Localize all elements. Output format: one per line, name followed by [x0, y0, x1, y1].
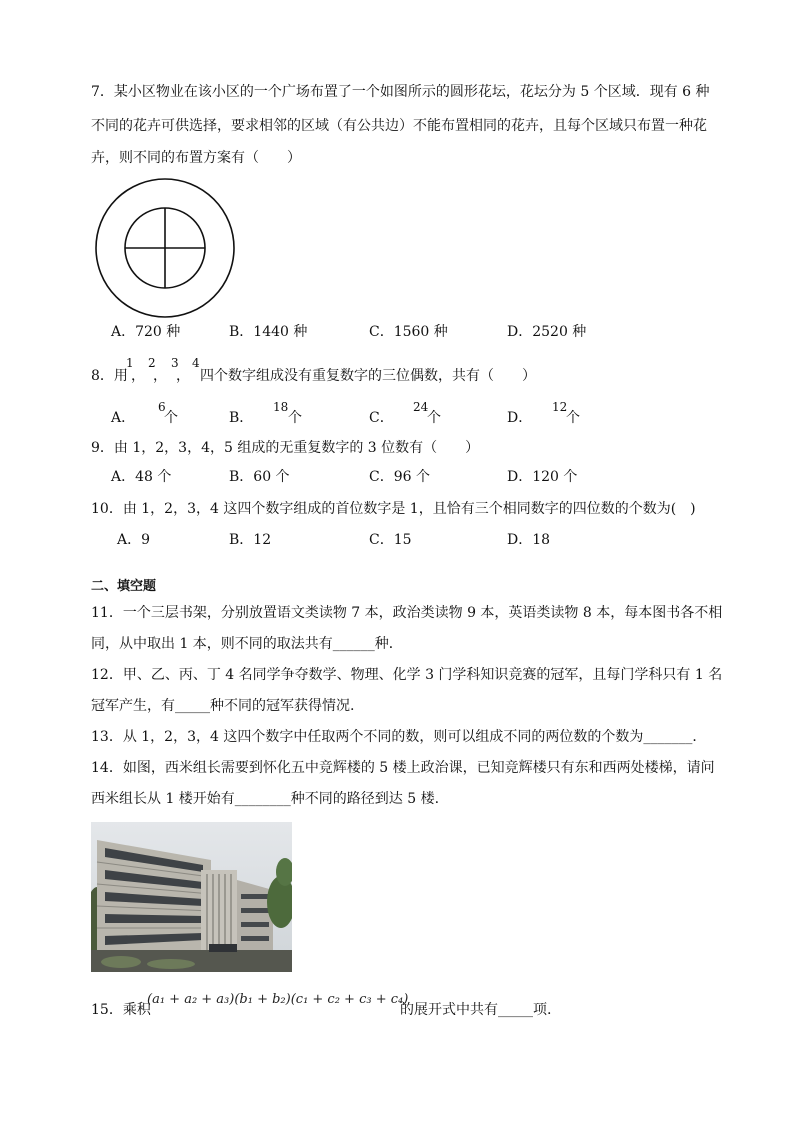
q10-option-c: C．15: [369, 532, 412, 548]
q10-text: 10．由 1，2，3，4 这四个数字组成的首位数字是 1，且恰有三个相同数字的四位数的个数为( ): [91, 501, 696, 517]
q12-line2: 冠军产生，有_____种不同的冠军获得情况.: [91, 698, 355, 714]
q7-option-b: B．1440 种: [229, 324, 308, 340]
q9-option-a: A．48 个: [111, 469, 172, 485]
q8-option-c-value: 24: [413, 400, 429, 414]
q8-option-a-unit: 个: [164, 410, 178, 426]
q8-option-c-unit: 个: [427, 410, 441, 426]
q8-option-d-value: 12: [552, 400, 568, 414]
q8-suffix: 四个数字组成没有重复数字的三位偶数，共有（ ）: [200, 368, 536, 384]
q10-option-d: D．18: [507, 532, 551, 548]
q7-line3: 卉，则不同的布置方案有（ ）: [91, 150, 301, 166]
q8-option-c-letter: C．: [369, 410, 394, 426]
q11-line1: 11．一个三层书架，分别放置语文类读物 7 本，政治类读物 9 本，英语类读物 8 本，每本图书各不相: [91, 605, 723, 621]
q8-option-d-letter: D．: [507, 410, 533, 426]
q7-option-a: A．720 种: [111, 324, 181, 340]
q15-expression: (a₁ + a₂ + a₃)(b₁ + b₂)(c₁ + c₂ + c₃ + c₄): [147, 992, 409, 1007]
q9-option-c: C．96 个: [369, 469, 430, 485]
q12-line1: 12．甲、乙、丙、丁 4 名同学争夺数学、物理、化学 3 门学科知识竞赛的冠军，且每门学科只有 1 名: [91, 667, 723, 683]
q8-option-a-value: 6: [158, 400, 166, 414]
q15-suffix: 的展开式中共有_____项.: [400, 1002, 552, 1018]
q9-text: 9．由 1，2，3，4，5 组成的无重复数字的 3 位数有（ ）: [91, 440, 480, 456]
q8-option-b-unit: 个: [288, 410, 302, 426]
q8-digit-3: 3: [171, 356, 179, 370]
q8-comma-3: ，: [176, 368, 190, 384]
q7-line1: 7．某小区物业在该小区的一个广场布置了一个如图所示的圆形花坛，花坛分为 5 个区域．现有 6 种: [91, 84, 710, 100]
q8-digit-4: 4: [192, 356, 200, 370]
q10-option-b: B．12: [229, 532, 272, 548]
q15-prefix: 15．乘积: [91, 1002, 151, 1018]
flower-bed-figure: [94, 177, 236, 319]
q11-line2: 同，从中取出 1 本，则不同的取法共有______种．: [91, 636, 403, 652]
q8-prefix: 8．用: [91, 368, 128, 384]
q14-line2: 西米组长从 1 楼开始有________种不同的路径到达 5 楼.: [91, 791, 440, 807]
q14-line1: 14．如图，西米组长需要到怀化五中竞辉楼的 5 楼上政治课，已知竞辉楼只有东和西两处楼梯，请问: [91, 760, 715, 776]
q8-comma-1: ，: [131, 368, 145, 384]
q9-option-d: D．120 个: [507, 469, 578, 485]
q13-text: 13．从 1，2，3，4 这四个数字中任取两个不同的数，则可以组成不同的两位数的个数为_______．: [91, 729, 707, 745]
building-photo: [91, 822, 292, 972]
q8-comma-2: ，: [153, 368, 167, 384]
q8-option-d-unit: 个: [566, 410, 580, 426]
q10-option-a: A．9: [117, 532, 151, 548]
q9-option-b: B．60 个: [229, 469, 290, 485]
q7-line2: 不同的花卉可供选择，要求相邻的区域（有公共边）不能布置相同的花卉，且每个区域只布置一种花: [91, 118, 707, 134]
q8-digit-1: 1: [126, 356, 134, 370]
section-heading-fill-in: 二、填空题: [91, 579, 157, 594]
q7-option-c: C．1560 种: [369, 324, 448, 340]
q8-option-b-letter: B．: [229, 410, 254, 426]
q7-option-d: D．2520 种: [507, 324, 587, 340]
q8-option-b-value: 18: [273, 400, 289, 414]
q8-digit-2: 2: [148, 356, 156, 370]
q8-option-a-letter: A．: [111, 410, 136, 426]
